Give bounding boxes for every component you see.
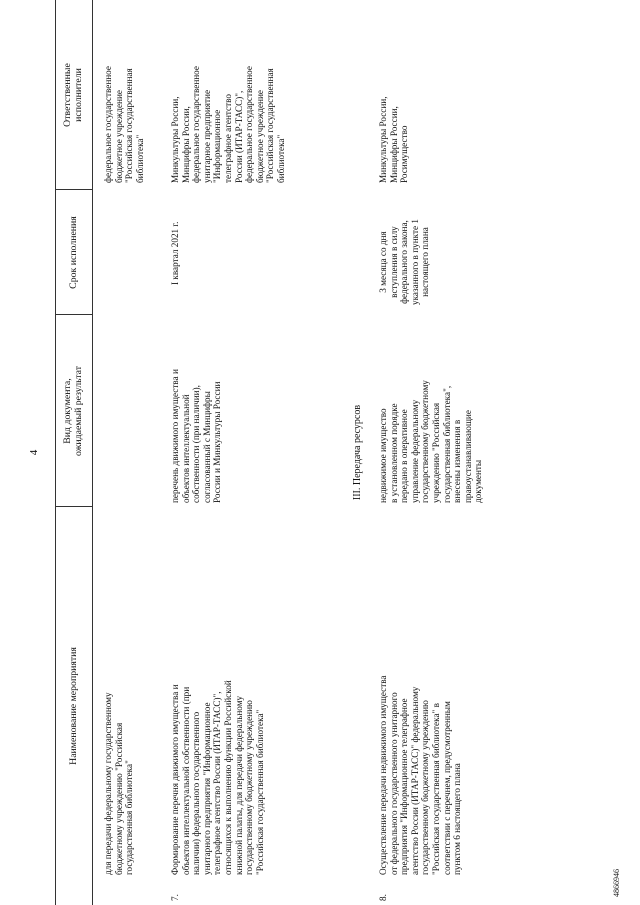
row-8-name: Осуществление передачи недвижимого имущества от федерального государственного унитарного предприятия "Информационное телеграфное агентство России (ИТАР-ТАСС)" федеральному государственному бюджетному учреждению "Российская государственная библиотека" в соответствии с перечнем, предусмотренным пунктом 6 настоящего плана [378,675,463,875]
table-top-border [55,0,56,905]
section-title: III. Передача ресурсов [352,404,363,501]
table-header-border [92,0,93,905]
row-7-responsible: Минкультуры России, Минцифры России, федеральное государственное унитарное предприятие "Информационное телеграфное агентство России (ИТАР-ТАСС)", федеральное государственное бюджетное учреждение "Российская государственная библиотека" [170,66,286,183]
row-8-number: 8. [378,894,388,901]
row-7-number: 7. [170,894,180,901]
row-7-doc-type: перечень движимого имущества и объектов интеллектуальной собственности (при наличии), согласованный с Минцифры России и Минкультуры России [170,369,223,503]
document-code: 4866946 [612,869,621,897]
header-name: Наименование мероприятия [68,647,79,765]
row-8-deadline: 3 месяца со дня вступления в силу федерального закона, указанного в пункте 1 настоящего плана [378,219,431,305]
header-doc-type: Вид документа, ожидаемый результат [62,365,84,457]
row-7-deadline: I квартал 2021 г. [170,221,180,285]
header-responsible: Ответственные исполнители [62,63,84,127]
page-number: 4 [28,449,40,456]
row-7-name: Формирование перечня движимого имущества и объектов интеллектуальной собственности (при наличии) федерального государственного унитарного предприятия "Информационное телеграфное агентство России (ИТАР-ТАСС)", относящихся к выполнению функции Российской книжной палаты, для передачи федеральному государственному бюджетному учреждению "Российская государственная библиотека" [170,680,265,875]
row-8-responsible: Минкультуры России, Минцифры России, Росимущество [378,96,410,183]
row-8-doc-type: недвижимое имущество в установленном порядке передано в оперативное управление федеральному государственному бюджетному учреждению "Российская государственная библиотека", внесены изменения в правоустанавливающие документы [378,380,484,503]
continuation-name: для передачи федеральному государственному бюджетному учреждению "Российская государственная библиотека" [103,692,135,875]
continuation-responsible: федеральное государственное бюджетное учреждение "Российская государственная библиотека" [103,66,145,183]
header-deadline: Срок исполнения [68,216,79,289]
